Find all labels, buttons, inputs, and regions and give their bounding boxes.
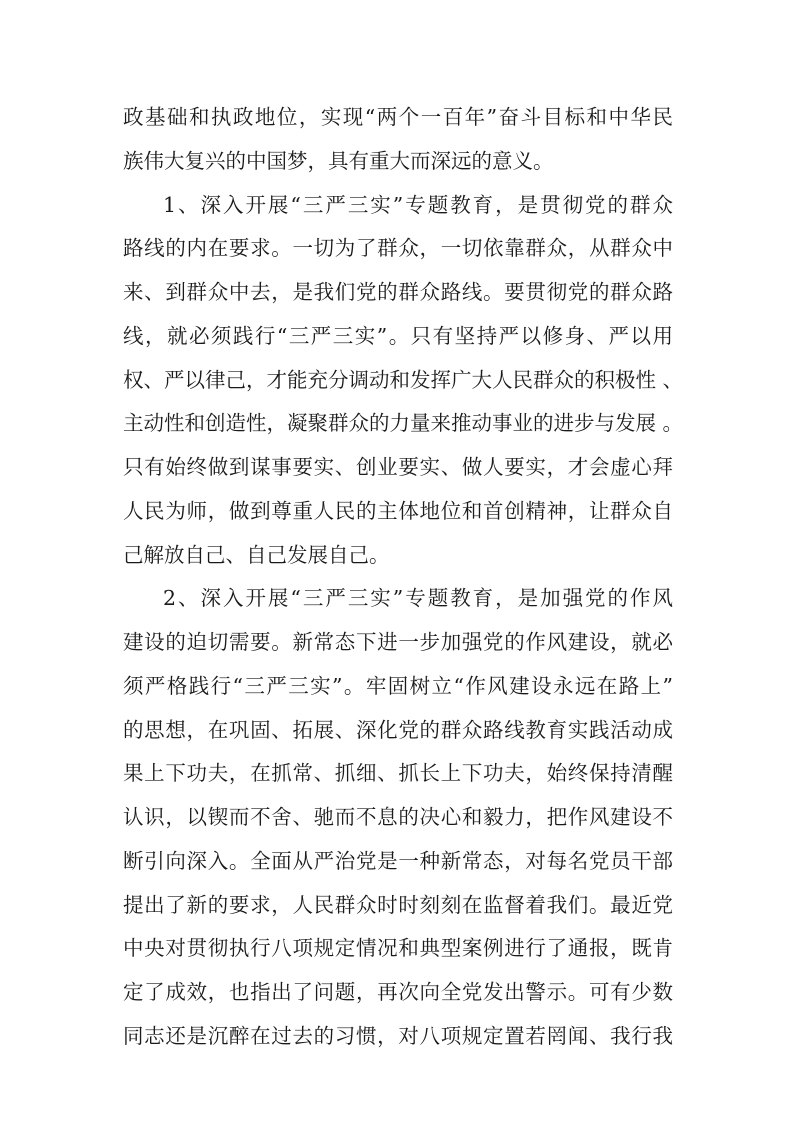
text-line: 线，就必须践行“三严三实”。只有坚持严以修身、严以用 [123,324,673,348]
text-line: 定了成效，也指出了问题，再次向全党发出警示。可有少数 [123,980,673,1004]
text-line: 同志还是沉醉在过去的习惯，对八项规定置若罔闻、我行我 [123,1024,673,1048]
text-line: 己解放自己、自己发展自己。 [123,543,390,567]
text-line: 2、深入开展“三严三实”专题教育，是加强党的作风 [163,586,673,610]
text-line: 族伟大复兴的中国梦，具有重大而深远的意义。 [123,149,554,173]
text-line: 权、严以律己，才能充分调动和发挥广大人民群众的积极性 、 [123,368,684,392]
text-line: 断引向深入。全面从严治党是一种新常态，对每名党员干部 [123,849,673,873]
text-line: 提出了新的要求，人民群众时时刻刻在监督着我们。最近党 [123,893,673,917]
text-line: 建设的迫切需要。新常态下进一步加强党的作风建设，就必 [123,630,673,654]
text-line: 须严格践行“三严三实”。牢固树立“作风建设永远在路上” [123,674,673,698]
text-line: 1、深入开展“三严三实”专题教育，是贯彻党的群众 [163,193,673,217]
text-line: 政基础和执政地位，实现“两个一百年”奋斗目标和中华民 [123,105,673,129]
text-line: 的思想，在巩固、拓展、深化党的群众路线教育实践活动成 [123,718,673,742]
text-line: 人民为师，做到尊重人民的主体地位和首创精神，让群众自 [123,499,673,523]
text-line: 认识，以锲而不舍、驰而不息的决心和毅力，把作风建设不 [123,805,673,829]
text-line: 中央对贯彻执行八项规定情况和典型案例进行了通报，既肯 [123,936,673,960]
text-line: 只有始终做到谋事要实、创业要实、做人要实，才会虚心拜 [123,455,673,479]
text-line: 果上下功夫，在抓常、抓细、抓长上下功夫，始终保持清醒 [123,761,673,785]
text-line: 路线的内在要求。一切为了群众，一切依靠群众，从群众中 [123,236,673,260]
text-line: 来、到群众中去，是我们党的群众路线。要贯彻党的群众路 [123,280,673,304]
text-line: 主动性和创造性，凝聚群众的力量来推动事业的进步与发展 。 [123,411,684,435]
